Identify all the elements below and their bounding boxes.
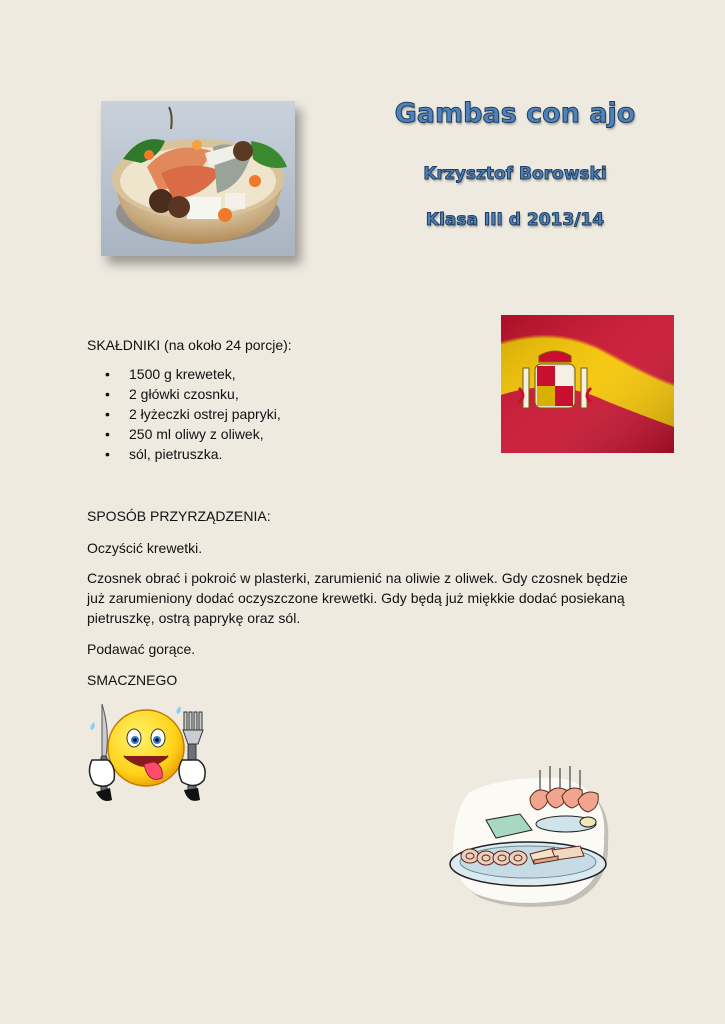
list-item (87, 444, 281, 464)
bullet-icon: • (105, 406, 110, 422)
ingredient-text: 2 łyżeczki ostrej papryki, (129, 406, 281, 422)
bullet-icon: • (105, 446, 110, 462)
list-item (87, 404, 281, 424)
ingredient-text: 2 główki czosnku, (129, 386, 239, 402)
author-name: Krzysztof Borowski (423, 164, 607, 184)
closing-text: SMACZNEGO (87, 672, 178, 688)
tapas-plate (442, 758, 612, 908)
seafood-hotpot-photo (101, 101, 295, 256)
dish-photo (101, 101, 295, 256)
ingredients-list (87, 364, 281, 464)
method-heading: SPOSÓB PRZYRZĄDZENIA: (87, 508, 271, 524)
method-step-2: Czosnek obrać i pokroić w plasterki, zarumienić na oliwie z oliwek. Gdy czosnek będzie już zarumieniony dodać oczyszczone krewetki. Gdy będą już miękkie dodać posiekaną pietruszkę, ostrą paprykę oraz sól. (87, 570, 628, 626)
recipe-title: Gambas con ajo (394, 98, 636, 129)
tapas-plate-icon (442, 758, 612, 908)
ingredient-text: 1500 g krewetek, (129, 366, 236, 382)
method-step-1: Oczyścić krewetki. (87, 540, 203, 556)
ingredients-heading: SKAŁDNIKI (na około 24 porcje): (87, 337, 292, 353)
list-item (87, 364, 281, 384)
ingredient-text: 250 ml oliwy z oliwek, (129, 426, 264, 442)
list-item (87, 384, 281, 404)
bullet-icon: • (105, 426, 110, 442)
hungry-smiley-icon (84, 700, 212, 808)
method-step-3: Podawać gorące. (87, 641, 196, 657)
bullet-icon: • (105, 386, 110, 402)
bullet-icon: • (105, 366, 110, 382)
ingredient-text: sól, pietruszka. (129, 446, 223, 462)
class-info: Klasa III d 2013/14 (425, 210, 605, 230)
list-item (87, 424, 281, 444)
hungry-smiley (84, 700, 212, 808)
